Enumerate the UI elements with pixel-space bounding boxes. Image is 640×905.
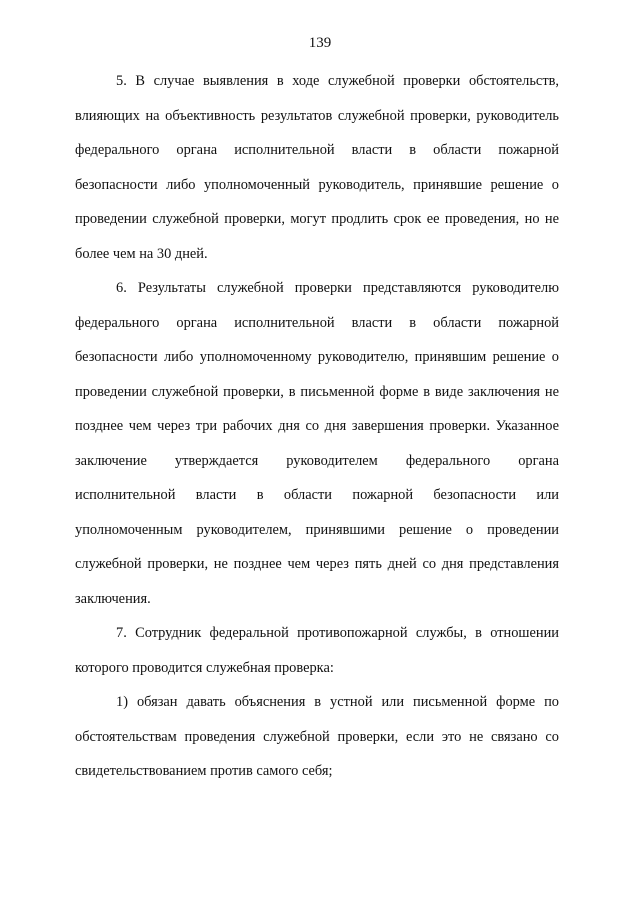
paragraph-7-item-1: 1) обязан давать объяснения в устной или письменной форме по обстоятельствам проведения служебной проверки, если это не связано со свидетельствованием против самого себя; <box>75 694 559 779</box>
paragraph-6: 6. Результаты служебной проверки представляются руководителю федерального органа исполнительной власти в области пожарной безопасности либо уполномоченному руководителю, принявшим решение о проведении служебной проверки, в письменной форме в виде заключения не позднее чем через три рабочих дня со дня завершения проверки. Указанное заключение утверждается руководителем федерального органа исполнительной власти в области пожарной безопасности или уполномоченным руководителем, принявшими решение о проведении служебной проверки, не позднее чем через пять дней со дня представления заключения. <box>75 280 559 607</box>
document-body <box>75 64 559 789</box>
paragraph-5: 5. В случае выявления в ходе служебной проверки обстоятельств, влияющих на объективность результатов служебной проверки, руководитель федерального органа исполнительной власти в области пожарной безопасности либо уполномоченный руководитель, принявшие решение о проведении служебной проверки, могут продлить срок ее проведения, но не более чем на 30 дней. <box>75 73 559 262</box>
page-number: 139 <box>308 35 332 51</box>
paragraph-7: 7. Сотрудник федеральной противопожарной службы, в отношении которого проводится служебная проверка: <box>75 625 559 676</box>
